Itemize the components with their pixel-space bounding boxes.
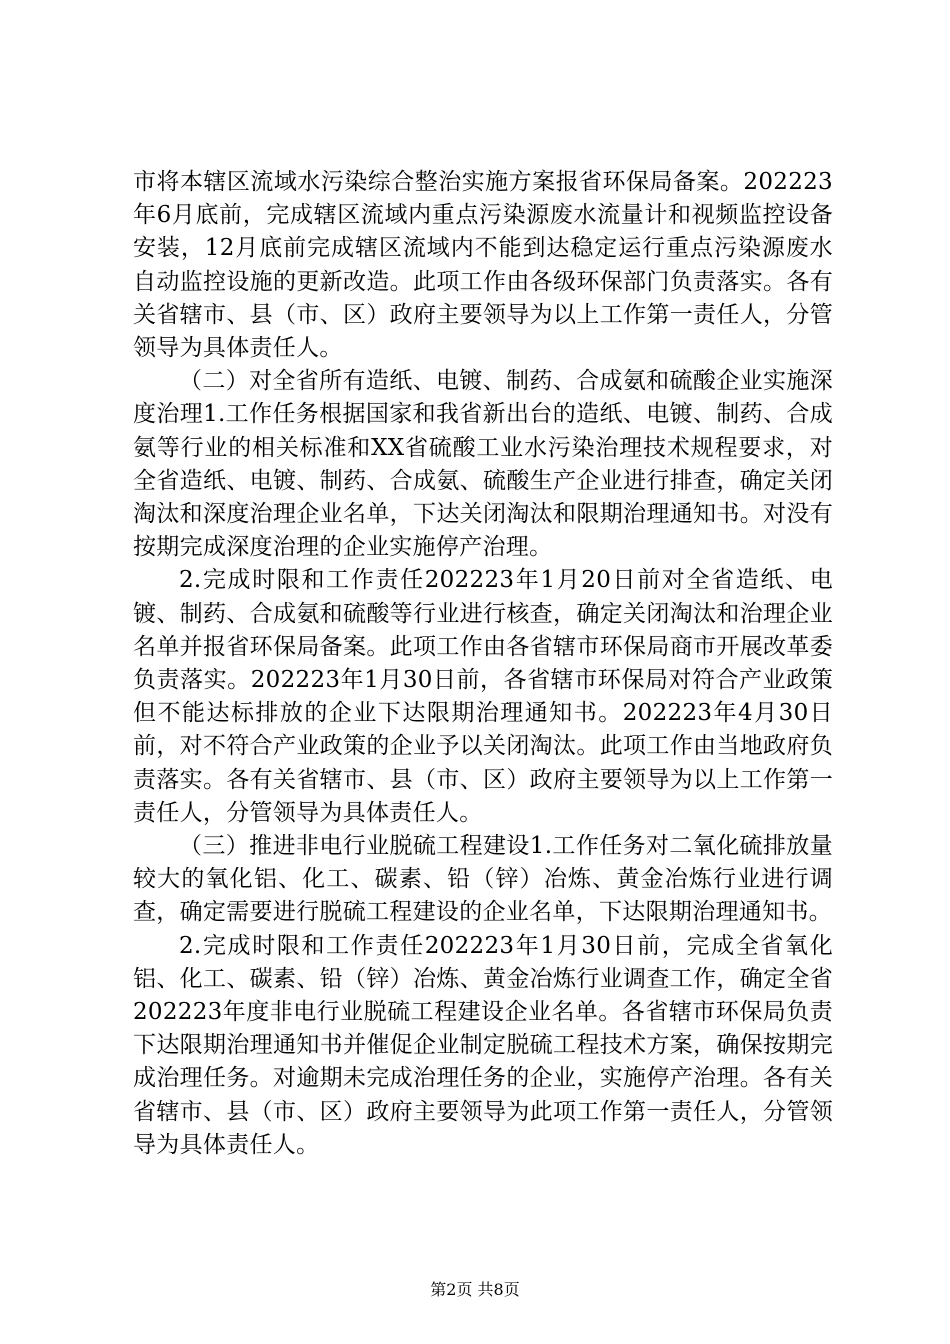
paragraph-section-3-deadline: 2.完成时限和工作责任202223年1月30日前，完成全省氧化铝、化工、碳素、铅（锌）冶炼、黄金冶炼行业调查工作，确定全省202223年度非电行业脱硫工程建设企业名单。各省辖市环保局负责下达限期治理通知书并催促企业制定脱硫工程技术方案，确保按期完成治理任务。对逾期未完成治理任务的企业，实施停产治理。各有关省辖市、县（市、区）政府主要领导为此项工作第一责任人，分管领导为具体责任人。 — [133, 932, 833, 1158]
paragraph-section-2: （二）对全省所有造纸、电镀、制药、合成氨和硫酸企业实施深度治理1.工作任务根据国家和我省新出台的造纸、电镀、制药、合成氨等行业的相关标准和XX省硫酸工业水污染治理技术规程要求，对全省造纸、电镀、制药、合成氨、硫酸生产企业进行排查，确定关闭淘汰和深度治理企业名单，下达关闭淘汰和限期治理通知书。对没有按期完成深度治理的企业实施停产治理。 — [133, 368, 833, 561]
paragraph-continued: 市将本辖区流域水污染综合整治实施方案报省环保局备案。202223年6月底前，完成辖区流域内重点污染源废水流量计和视频监控设备安装，12月底前完成辖区流域内不能到达稳定运行重点污染源废水自动监控设施的更新改造。此项工作由各级环保部门负责落实。各有关省辖市、县（市、区）政府主要领导为以上工作第一责任人，分管领导为具体责任人。 — [133, 169, 833, 362]
page-footer: 第2页 共8页 — [430, 1280, 520, 1299]
paragraph-section-3: （三）推进非电行业脱硫工程建设1.工作任务对二氧化硫排放量较大的氧化铝、化工、碳素、铅（锌）冶炼、黄金冶炼行业进行调查，确定需要进行脱硫工程建设的企业名单，下达限期治理通知书。 — [133, 833, 833, 926]
paragraph-section-2-deadline: 2.完成时限和工作责任202223年1月20日前对全省造纸、电镀、制药、合成氨和硫酸等行业进行核查，确定关闭淘汰和治理企业名单并报省环保局备案。此项工作由各省辖市环保局商市开展改革委负责落实。202223年1月30日前，各省辖市环保局对符合产业政策但不能达标排放的企业下达限期治理通知书。202223年4月30日前，对不符合产业政策的企业予以关闭淘汰。此项工作由当地政府负责落实。各有关省辖市、县（市、区）政府主要领导为以上工作第一责任人，分管领导为具体责任人。 — [133, 567, 833, 826]
document-body — [133, 166, 833, 1162]
